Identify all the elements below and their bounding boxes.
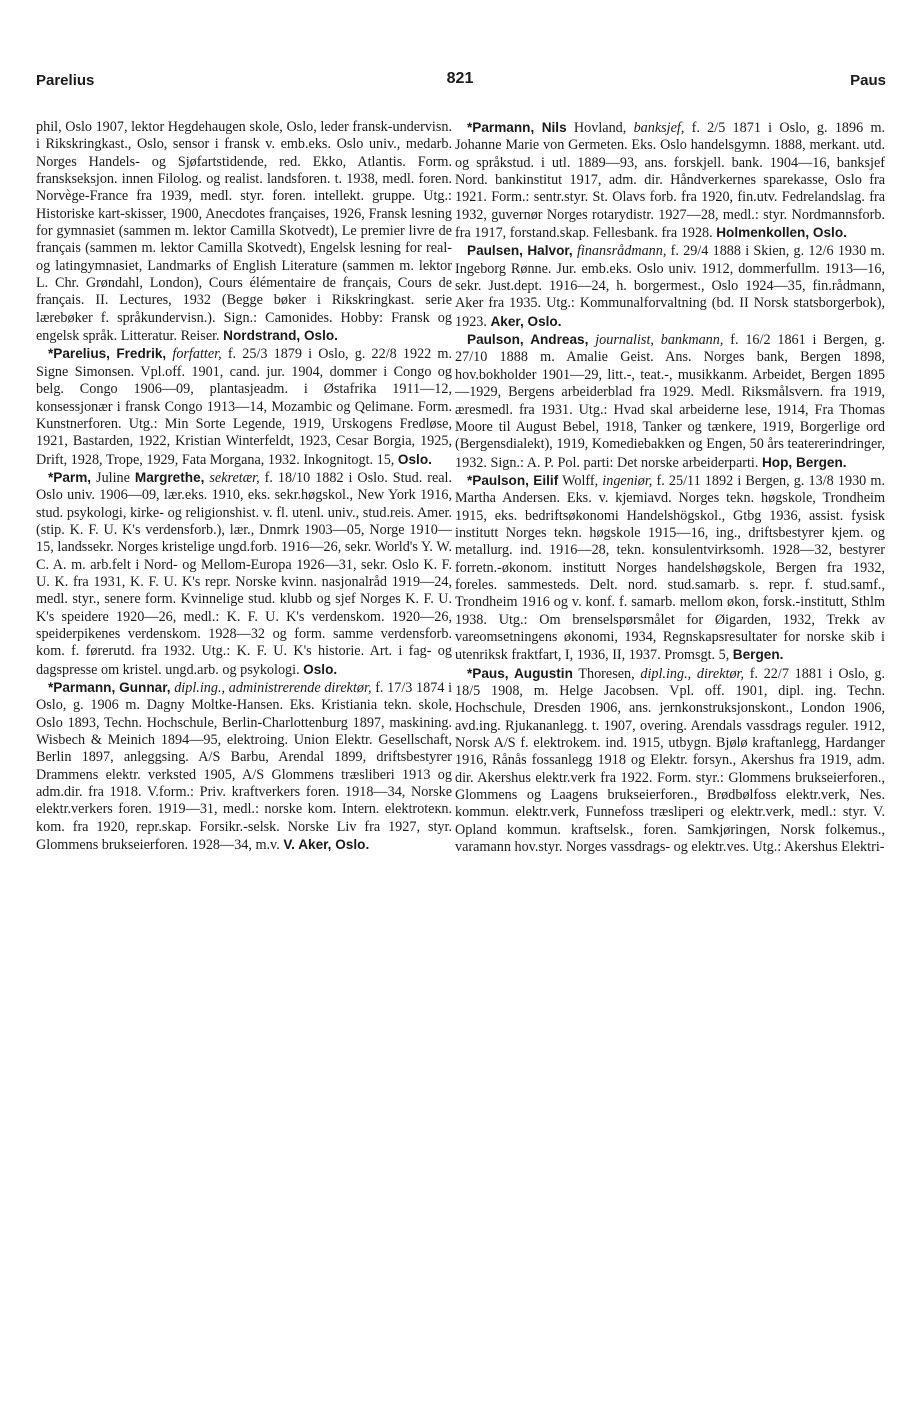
entry-text: f. 2/5 1871 i Oslo, g. 1896 m. Johanne Marie von Germeten. Eks. Oslo handelsgymn. 1888, merkant. utd. og språkstud. i utl. 1889—93, ans. forskjell. bank. 1904—16, banksjef Nord. bankinstitut 1917, adm. dir. Håndverkernes sparekasse, Oslo fra 1921. Form.: sentr.styr. St. Olavs forb. fra 1920, fin.utv. Fedrelandslag. fra 1932, guvernør Norges rotarydistr. 1927—28, medl.: styr. Nordmannsforb. fra 1917, forstand.skap. Fellesbank. fra 1928. <box>455 120 886 242</box>
entry-text: phil, Oslo 1907, lektor Hegdehaugen skole, Oslo, leder fransk-undervisn. i Rikskringkast., Oslo, sensor i fransk v. emb.eks. Oslo univ., medarb. Norges Handels- og Sjøfartstidende, red. Ekko, Atlantis. Form. franskseksjon. innen Filolog. og realist. landsforen. t. 1938, medl. foren. Norvège-France fra 1939, medl. styr. foren. intellekt. gruppe. Utg.: Historiske kart-skisser, 1900, Anecdotes françaises, 1926, Fransk lesning for gymnasiet (sammen m. lektor Camilla Skotvedt), Le premier livre de français (sammen m. lektor Camilla Skotvedt), Engelsk lesning for real- og latingymnasiet, Landmarks of English Literature (sammen m. lektor L. Chr. Grøndahl, London), Cours élémentaire de français, Cours de français. II. Lectures, 1932 (Begge bøker i Rikskringkast. serie lærebøker f. språkundervisn.). Sign.: Camonides. Hobby: Fransk og engelsk språk. Litteratur. Reiser. <box>36 119 452 345</box>
entry-parmann-gunnar <box>36 679 452 854</box>
entry-name: *Paulson, Eilif <box>467 472 559 488</box>
entry-paus-augustin <box>455 665 885 857</box>
entry-given-name: Wolff, <box>562 472 599 489</box>
entry-parmann-nils <box>455 119 885 242</box>
entry-text: f. 25/3 1879 i Oslo, g. 22/8 1922 m. Signe Simonsen. Vpl.off. 1901, cand. jur. 1904, dommer i Congo og belg. Congo 1906—09, plantasjeadm. i Østafrika 1911—12, konsessjonær i fransk Congo 1913—14, Mozambic og Qelimane. Form. Kunstnerforen. Utg.: Min Sorte Legende, 1919, Urskogens Fredløse, 1921, Bastarden, 1922, Kristian Winterfeldt, 1923, Cesar Borgia, 1925, Drift, 1928, Trope, 1929, Fata Morgana, 1932. Inkognitogt. 15, <box>36 346 453 468</box>
entry-text: f. 25/11 1892 i Bergen, g. 13/8 1930 m. Martha Andersen. Eks. v. kjemiavd. Norges tekn. høgskole, Trondheim 1915, eks. bedriftsøkonomi Handelshögskol., Gtbg 1936, assist. fysisk institutt Norges tekn. høgskole 1915—16, ing., driftsbestyrer kjem. og metallurg. ind. 1916—28, tekn. konsulentvirksomh. 1928—32, bestyrer forretn.-økonom. institutt Norges handelshøgskole, Bergen fra 1932, foreles. sammesteds. Delt. nord. stud.samarb. s. repr. f. stud.samf., Trondheim 1916 og v. konf. f. samarb. mellom økon, forsk.-institutt, Sthlm 1938. Utg.: Om brenselspørsmålet for Øigarden, 1932, Trekk av vareomsetningens økonomi, 1934, Regnskapsresultater for norske skib i utenriksk fraktfart, I, 1936, II, 1937. Promsgt. 5, <box>455 472 885 664</box>
entry-name: *Paus, Augustin <box>467 665 573 681</box>
entry-name: Paulsen, Halvor, <box>467 243 573 259</box>
running-head-left: Parelius <box>36 72 95 89</box>
entry-address: Oslo. <box>397 451 432 467</box>
entry-occupation: ingeniør, <box>602 472 653 489</box>
entry-name: *Parm, <box>48 469 92 485</box>
entry-parm-juline <box>36 469 452 679</box>
entry-address: Holmenkollen, Oslo. <box>716 225 847 241</box>
entry-given-name: Hovland, <box>573 120 627 136</box>
entry-name: Paulson, Andreas, <box>467 332 589 348</box>
entry-address: V. Aker, Oslo. <box>283 837 370 853</box>
entry-occupation: journalist, bankmann, <box>595 332 724 349</box>
entry-text: f. 22/7 1881 i Oslo, g. 18/5 1908, m. Helge Jacobsen. Vpl. off. 1901, dipl. ing. Techn. Hochschule, Dresden 1906, ans. jernkonstruksjonskont., London 1906, avd.ing. Rjukananlegg. t. 1907, overing. Arendals vassdrags reguler. 1912, Norsk A/S f. elektrokem. ind. 1915, utbygn. Bjølø kraftanlegg, Hardanger 1916, Rånås fossanlegg 1918 og Elektr. forsyn., Akershus fra 1919, adm. dir. Akershus elektr.verk fra 1922. Form. styr.: Glommens brukseierforen., Glommens og Laagens brukseierforen., Brødbølfoss elektr.verk, Nes. kommun. elektr.verk, Funnefoss træsliperi og elektr.verk, medl.: styr. V. Opland kommun. kraftselsk., foren. Samkjøringen, Norsk folkemus., varamann hov.styr. Norges vassdrags- og elektr.ves. Utg.: Akershus Elektri- <box>455 665 886 856</box>
entry-address: Oslo. <box>303 661 338 677</box>
entry-paulson-eilif <box>455 472 885 665</box>
entry-name: *Parmann, Gunnar, <box>48 680 171 695</box>
entry-given-name: Thoresen, <box>578 665 635 682</box>
entry-given-name: Juline <box>96 469 130 486</box>
entry-occupation: forfatter, <box>172 346 222 363</box>
entry-occupation: banksjef, <box>633 120 685 136</box>
entry-text: f. 17/3 1874 i Oslo, g. 1906 m. Dagny Moltke-Hansen. Eks. Kristiania tekn. skole, Oslo 1893, Techn. Hochschule, Berlin-Charlottenburg 1897, maskining. Wisbech & Meinich 1894—95, elektroing. Union Elektr. Gesellschaft, Berlin 1897, anleggsing. A/S Barbu, Arendal 1899, driftsbestyrer Drammens elektr. verksted 1905, A/S Glommens træsliberi 1913 og adm.dir. fra 1918. V.form.: Priv. kraftverkers foren. 1918—34, Norske elektr.verkers foren. 1919—31, medl.: norske kom. Intern. elektroteкn. kom. fra 1920, repr.skap. Forsikr.-selsk. Norske Liv fra 1927, styr. Glommens brukseierforen. 1928—34, m.v. <box>36 680 453 854</box>
entry-name: *Parmann, Nils <box>467 120 567 135</box>
running-head-right: Paus <box>850 72 886 89</box>
entry-text: f. 16/2 1861 i Bergen, g. 27/10 1888 m. Amalie Geist. Ans. Norges bank, Bergen 1898, hov.bokholder 1901—29, litt.-, teat.-, musikkanm. Arbeidet, Bergen 1895—1929, Bergens arbeiderblad fra 1929. Medl. Riksmålsvern. fra 1919, æresmedl. fra 1931. Utg.: Hvad skal arbeiderne lese, 1914, Fra Thomas Moore til August Bebel, 1918, Tanker og tænkere, 1919, Borgerlige ord (Bergensdialekt), 1919, Komediebakken og Engen, 50 års teatererindringer, 1932. Sign.: A. P. Pol. parti: Det norske arbeiderparti. <box>455 332 886 471</box>
entry-text: f. 29/4 1888 i Skien, g. 12/6 1930 m. Ingeborg Rønne. Jur. emb.eks. Oslo univ. 1912, dommerfullm. 1913—16, sekr. Just.dept. 1916—24, h. borgermest., Oslo 1924—35, fin.rådmann, Aker fra 1935. Utg.: Kommunalforvaltning (bd. II Norsk statsborgerbok), 1923. <box>455 243 886 330</box>
entry-address: Hop, Bergen. <box>761 454 847 470</box>
entry-name: *Parelius, Fredrik, <box>48 346 167 362</box>
page-number: 821 <box>446 70 474 87</box>
entry-occupation: dipl.ing., administrerende direktør, <box>174 680 372 696</box>
entry-occupation: finansrådmann, <box>576 243 667 260</box>
entry-occupation: dipl.ing., direktør, <box>640 665 745 682</box>
entry-paulsen-halvor <box>455 242 885 331</box>
entry-occupation: sekretær, <box>209 469 260 486</box>
entry-address: Nordstrand, Oslo. <box>223 328 338 344</box>
right-column <box>455 119 885 856</box>
entry-continuation <box>36 119 452 345</box>
entry-name-second: Margrethe, <box>134 469 205 485</box>
left-column <box>36 119 452 854</box>
entry-address: Bergen. <box>732 647 784 663</box>
entry-paulson-andreas <box>455 331 885 472</box>
entry-parelius-fredrik <box>36 345 452 468</box>
entry-text: f. 18/10 1882 i Oslo. Stud. real. Oslo univ. 1906—09, lær.eks. 1910, eks. sekr.høgskol., New York 1916, stud. psykologi, kirke- og religionshist. v. fl. utenl. univ., stud.reis. Amer. (stip. K. F. U. K's verdensforb.), lær., Dnmrk 1903—05, Norge 1910—15, landssekr. Norges kristelige ungd.forb. 1916—26, sekr. World's Y. W. C. A. m. arb.felt i Nord- og Mellom-Europa 1926—31, sekr. Oslo K. F. U. K. fra 1931, K. F. U. K's repr. Norske kvinn. nasjonalråd 1919—24, medl. styr., senere form. Kvinnelige stud. klubb og sjef Norges K. F. U. K's speidere 1920—26, medl.: K. F. U. K's verdenskom. 1920—26, speiderpikenes verdenskom. 1928—32 og form. samme verdensforb. kom. f. førerutd. fra 1932. Utg.: K. F. U. K's historie. Art. i fag- og dagspresse om kristel. ungd.arb. og psykologi. <box>36 469 453 678</box>
entry-address: Aker, Oslo. <box>490 313 562 329</box>
